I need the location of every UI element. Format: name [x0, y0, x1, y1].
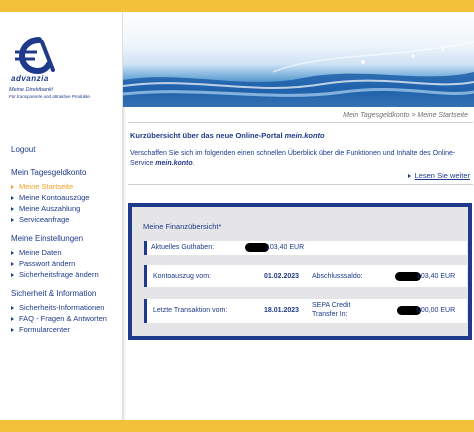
- last-transaction-date: 18.01.2023: [264, 307, 300, 314]
- arrow-right-icon: [11, 207, 14, 211]
- sidebar-nav: [11, 145, 121, 335]
- page-title: [130, 131, 325, 140]
- sidebar-item-passwort[interactable]: [11, 258, 121, 269]
- arrow-right-icon: [11, 328, 14, 332]
- title-text: Kurzübersicht über das neue Online-Portal: [130, 131, 285, 140]
- nav-item-label: Meine Auszahlung: [19, 204, 81, 213]
- intro-text: [130, 149, 470, 169]
- transaction-value: 000,00 EUR: [417, 307, 456, 314]
- sidebar-item-auszahlung[interactable]: [11, 203, 121, 214]
- intro-body: Verschaffen Sie sich im folgenden einen schnellen Überblick über die Funktionen und Inhalte des Online-Service: [130, 150, 456, 167]
- nav-item-label: Passwort ändern: [19, 259, 76, 268]
- arrow-right-icon: [11, 218, 14, 222]
- arrow-right-icon: [11, 262, 14, 266]
- statement-row: [144, 265, 467, 287]
- balance-row: [144, 241, 467, 255]
- logo-tagline: Meine Direktbank!: [9, 87, 54, 93]
- nav-item-label: Sicherheits-Informationen: [19, 303, 105, 312]
- read-more-link[interactable]: [408, 171, 470, 180]
- last-transaction-label: Letzte Transaktion vom:: [153, 307, 228, 314]
- arrow-right-icon: [11, 185, 14, 189]
- logo-wordmark: advanzia: [11, 74, 49, 83]
- sidebar-item-sicherheits-info[interactable]: [11, 302, 121, 313]
- euro-alpha-logo-icon: [9, 34, 59, 74]
- statement-date: 01.02.2023: [264, 273, 300, 280]
- sidebar-item-kontoauszuege[interactable]: [11, 192, 121, 203]
- water-hero-banner: [123, 12, 474, 107]
- divider: [128, 184, 473, 185]
- transaction-type-line1: SEPA Credit: [312, 302, 351, 309]
- nav-section-heading: Mein Tagesgeldkonto: [11, 168, 87, 177]
- title-emphasis: mein.konto: [284, 131, 325, 140]
- arrow-right-icon: [11, 306, 14, 310]
- top-accent-bar: [0, 0, 474, 12]
- last-transaction-row: [144, 299, 467, 323]
- closing-balance-value: 103,40 EUR: [417, 273, 456, 280]
- read-more-label: Lesen Sie weiter: [414, 171, 470, 180]
- sidebar-item-formularcenter[interactable]: [11, 324, 121, 335]
- logo-tagline-sub: Für transparente und attraktive Produkte.: [9, 94, 92, 99]
- nav-item-label: Serviceanfrage: [19, 215, 70, 224]
- arrow-right-icon: [11, 273, 14, 277]
- intro-emphasis: mein.konto: [155, 160, 193, 167]
- sidebar-item-serviceanfrage[interactable]: [11, 214, 121, 225]
- sidebar: [0, 12, 123, 432]
- bottom-accent-bar: [0, 420, 474, 432]
- sidebar-item-startseite[interactable]: [11, 181, 121, 192]
- intro-end: .: [192, 160, 195, 167]
- arrow-right-icon: [408, 174, 411, 178]
- sidebar-item-sicherheitsfrage[interactable]: [11, 269, 121, 280]
- closing-balance-label: Abschlusssaldo:: [312, 273, 363, 280]
- arrow-right-icon: [11, 317, 14, 321]
- arrow-right-icon: [11, 196, 14, 200]
- nav-item-label: Formularcenter: [19, 325, 70, 334]
- breadcrumb: Mein Tagesgeldkonto > Meine Startseite: [343, 112, 468, 119]
- nav-item-label: Meine Kontoauszüge: [19, 193, 90, 202]
- statement-label: Kontoauszug vom:: [153, 273, 211, 280]
- finance-overview-panel: [128, 203, 472, 340]
- finance-panel-body: [132, 207, 468, 336]
- balance-label: Aktuelles Guthaben:: [151, 244, 215, 251]
- nav-item-label: Sicherheitsfrage ändern: [19, 270, 99, 279]
- nav-section-heading: Sicherheit & Information: [11, 289, 97, 298]
- nav-section-heading: Meine Einstellungen: [11, 234, 84, 243]
- logout-link[interactable]: Logout: [11, 145, 36, 154]
- nav-item-label: Meine Startseite: [19, 182, 74, 191]
- sidebar-item-meine-daten[interactable]: [11, 247, 121, 258]
- finance-panel-title: Meine Finanzübersicht*: [143, 222, 222, 231]
- divider: [128, 122, 473, 123]
- balance-value: 103,40 EUR: [266, 244, 305, 251]
- sidebar-item-faq[interactable]: [11, 313, 121, 324]
- transaction-type-line2: Transfer In:: [312, 311, 348, 318]
- nav-item-label: Meine Daten: [19, 248, 62, 257]
- arrow-right-icon: [11, 251, 14, 255]
- nav-item-label: FAQ - Fragen & Antworten: [19, 314, 107, 323]
- water-wave-image: [123, 12, 474, 107]
